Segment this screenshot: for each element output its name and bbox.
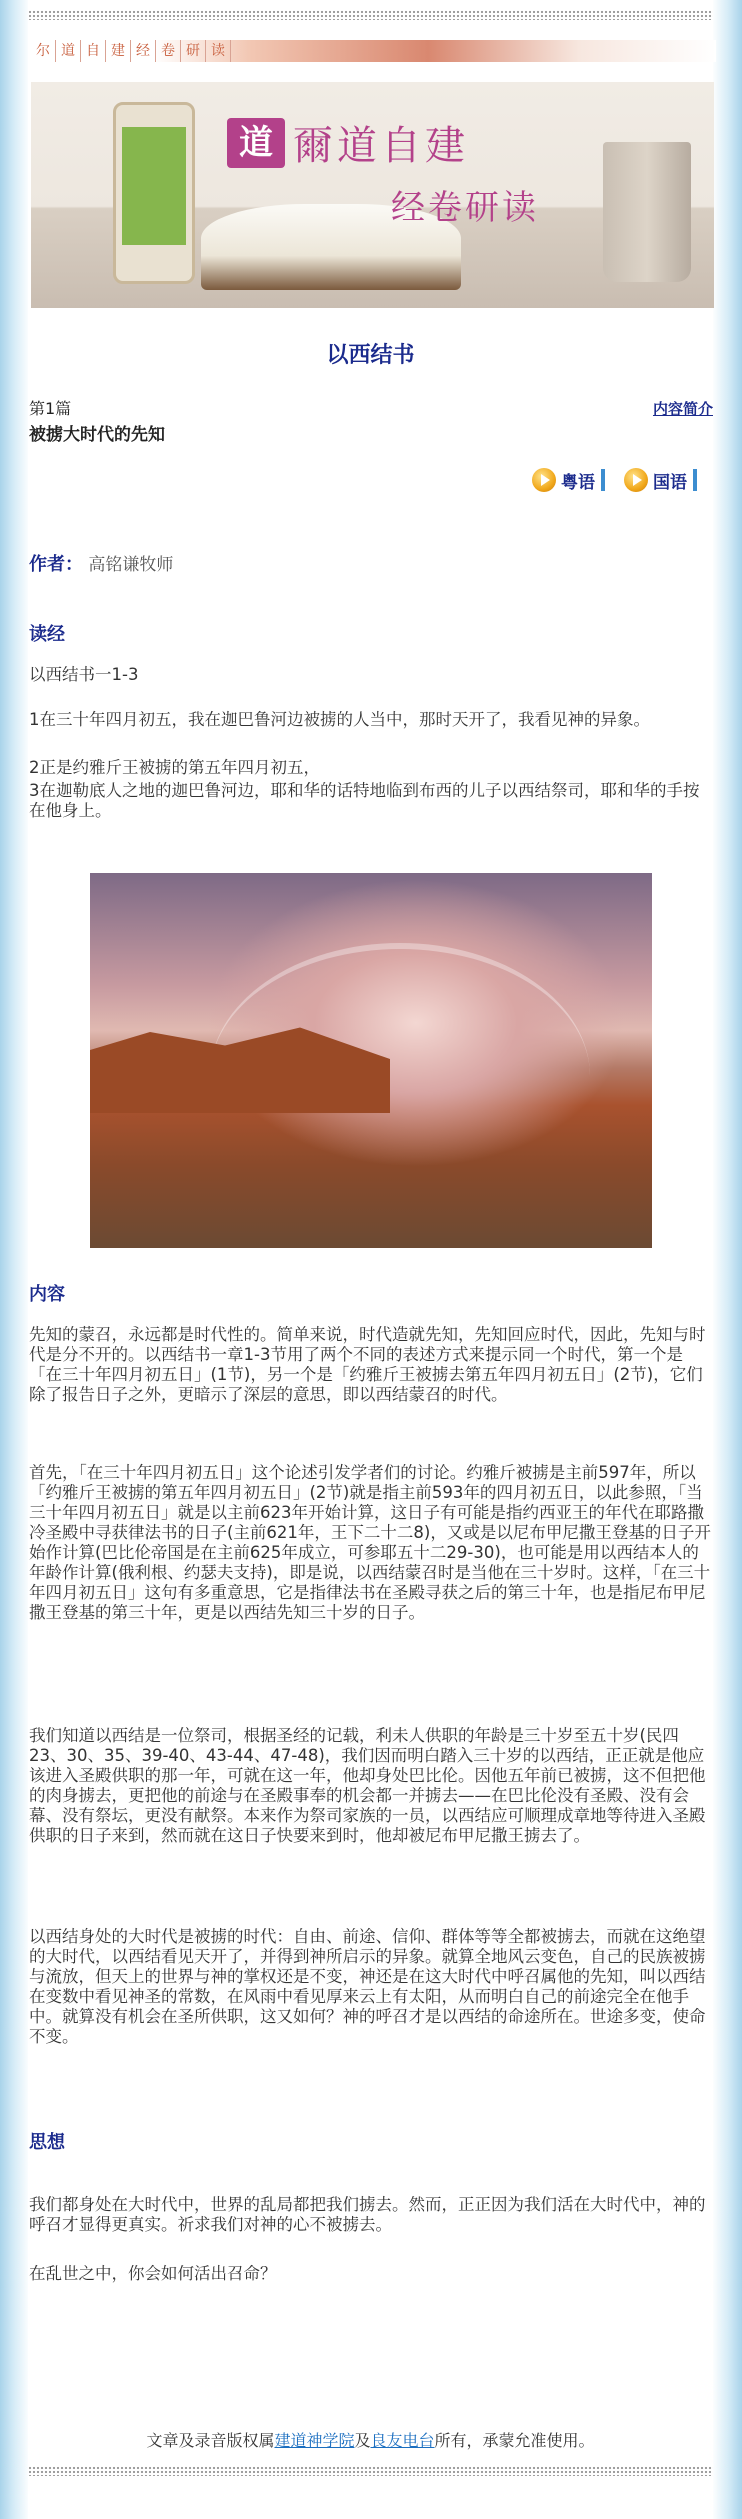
header-banner bbox=[31, 82, 714, 308]
audio-mandarin-label: 国语 bbox=[653, 472, 687, 493]
audio-cantonese-label: 粤语 bbox=[561, 472, 595, 493]
content-paragraph: 首先，「在三十年四月初五日」这个论述引发学者们的讨论。约雅斤被掳是主前597年，所以「约雅斤王被掳的第五年四月初五日」(2节)就是指主前593年的四月初五日，以此参照，「当三十年四月初五日」就是以主前623年开始计算，这日子有可能是指约西亚王的年代在耶路撒冷圣殿中寻获律法书的日子(主前621年，王下二十二8)，又或是以尼布甲尼撒王登基的日子开始作计算(巴比伦帝国是在主前625年成立，可参耶五十二29-30)，也可能是用以西结本人的年龄作计算(俄利根、约瑟夫支持)，即是说，以西结蒙召时是当他在三十岁时。这样，「在三十年四月初五日」这句有多重意思，它是指律法书在圣殿寻获之后的第三十年，也是指尼布甲尼撒王登基的第三十年，更是以西结先知三十岁的日子。 bbox=[29, 1463, 711, 1622]
nav-char-3[interactable]: 自 bbox=[81, 40, 106, 62]
top-dotted-divider bbox=[28, 10, 713, 20]
nav-char-7[interactable]: 研 bbox=[181, 40, 206, 62]
author-label: 作者： bbox=[29, 554, 83, 575]
book-title: 以西结书 bbox=[326, 343, 415, 368]
play-icon bbox=[624, 468, 648, 492]
divider-bar bbox=[693, 469, 697, 491]
desert-rainbow-photo bbox=[90, 873, 652, 1248]
intro-summary-link[interactable]: 内容简介 bbox=[652, 400, 713, 418]
content-paragraph: 以西结身处的大时代是被掳的时代：自由、前途、信仰、群体等等全都被掳去，而就在这绝望的大时代，以西结看见天开了，并得到神所启示的异象。就算全地风云变色，自己的民族被掳与流放，但天上的世界与神的掌权还是不变，神还是在这大时代中呼召属他的先知，叫以西结在变数中看见神圣的常数，在风雨中看见厚来云上有太阳，从而明白自己的前途完全在他手中。就算没有机会在圣所供职，这又如何？神的呼召才是以西结的命途所在。世途多变，使命不变。 bbox=[29, 1927, 706, 2046]
nav-char-5[interactable]: 经 bbox=[131, 40, 156, 62]
nav-char-4[interactable]: 建 bbox=[106, 40, 131, 62]
chapter-title: 被掳大时代的先知 bbox=[29, 425, 165, 445]
reading-heading: 读经 bbox=[29, 624, 65, 645]
reflection-paragraph: 我们都身处在大时代中，世界的乱局都把我们掳去。然而，正正因为我们活在大时代中，神的呼召才显得更真实。祈求我们对神的心不被掳去。 bbox=[29, 2195, 706, 2234]
footer-text: 文章及录音版权属 bbox=[146, 2431, 275, 2450]
nav-char-6[interactable]: 卷 bbox=[156, 40, 181, 62]
banner-title: 爾道自建 bbox=[293, 123, 469, 169]
copyright-footer bbox=[28, 2428, 713, 2451]
nav-char-1[interactable]: 尔 bbox=[31, 40, 56, 62]
content-heading: 内容 bbox=[29, 1284, 65, 1305]
author-name: 高铭谦牧师 bbox=[88, 555, 174, 575]
footer-link-seminary[interactable]: 建道神学院 bbox=[274, 2431, 355, 2450]
audio-cantonese-button[interactable] bbox=[532, 466, 605, 494]
content-paragraph: 先知的蒙召，永远都是时代性的。简单来说，时代造就先知，先知回应时代，因此，先知与时代是分不开的。以西结书一章1-3节用了两个不同的表述方式来提示同一个时代，第一个是「在三十年四月初五日」(1节)，另一个是「约雅斤王被掳去第五年四月初五日」(2节)，它们除了报告日子之外，更暗示了深层的意思，即以西结蒙召的时代。 bbox=[29, 1325, 706, 1404]
footer-text: 所有，承蒙允准使用。 bbox=[434, 2431, 595, 2450]
top-nav-bar bbox=[31, 40, 716, 62]
footer-text: 及 bbox=[354, 2431, 371, 2450]
content-paragraph: 我们知道以西结是一位祭司，根据圣经的记载，利未人供职的年龄是三十岁至五十岁(民四23、30、35、39-40、43-44、47-48)，我们因而明白踏入三十岁的以西结，正正就是他应该进入圣殿供职的那一年，可就在这一年，他却身处巴比伦。因他五年前已被掳，这不但把他的肉身掳去，更把他的前途与在圣殿事奉的机会都一并掳去——在巴比伦没有圣殿、没有会幕、没有祭坛，更没有献祭。本来作为祭司家族的一员，以西结应可顺理成章地等待进入圣殿供职的日子来到，然而就在这日子快要来到时，他却被尼布甲尼撒王掳去了。 bbox=[29, 1726, 706, 1845]
chapter-label: 第1篇 bbox=[29, 399, 72, 418]
logo-icon: 道 bbox=[227, 118, 285, 168]
mug-illustration bbox=[603, 142, 691, 282]
reading-reference: 以西结书一1-3 bbox=[29, 665, 139, 684]
content-area bbox=[28, 0, 713, 2519]
verse-1: 1在三十年四月初五，我在迦巴鲁河边被掳的人当中，那时天开了，我看见神的异象。 bbox=[29, 710, 650, 729]
verse-2: 2正是约雅斤王被掳的第五年四月初五， bbox=[29, 758, 320, 777]
divider-bar bbox=[601, 469, 605, 491]
phone-illustration bbox=[113, 102, 195, 284]
play-icon bbox=[532, 468, 556, 492]
reflection-heading: 思想 bbox=[29, 2132, 65, 2153]
verse-3: 3在迦勒底人之地的迦巴鲁河边，耶和华的话特地临到布西的儿子以西结祭司，耶和华的手按在他身上。 bbox=[29, 781, 700, 820]
bottom-dotted-divider bbox=[28, 2466, 713, 2476]
reflection-question: 在乱世之中，你会如何活出召命？ bbox=[29, 2264, 277, 2283]
footer-link-radio[interactable]: 良友电台 bbox=[370, 2431, 435, 2450]
banner-subtitle: 经卷研读 bbox=[391, 188, 539, 228]
nav-char-8[interactable]: 读 bbox=[206, 40, 231, 62]
nav-char-2[interactable]: 道 bbox=[56, 40, 81, 62]
audio-mandarin-button[interactable] bbox=[624, 466, 697, 494]
author-line bbox=[29, 550, 173, 576]
